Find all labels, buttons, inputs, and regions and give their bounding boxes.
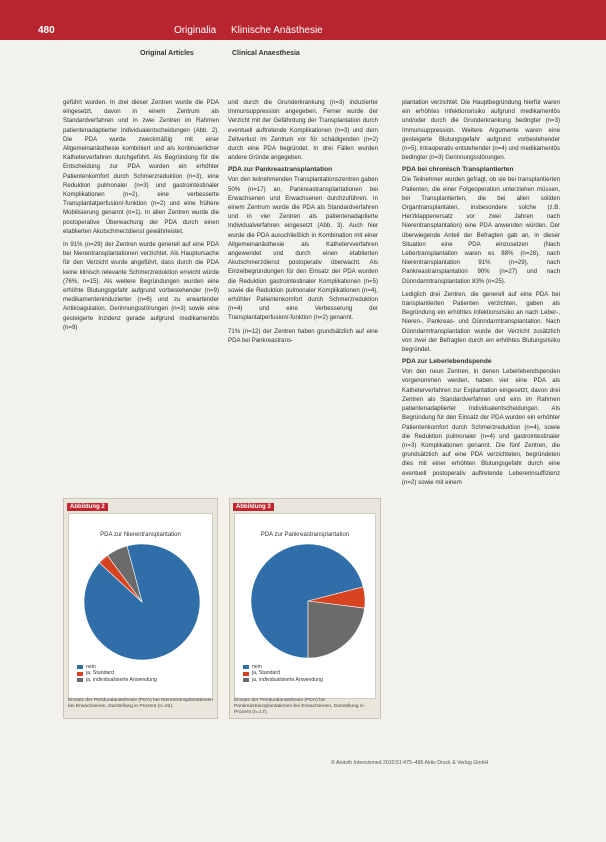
figure-title: PDA zur Nierentransplantation: [100, 532, 181, 538]
section-heading: PDA zur Leberlebendspende: [402, 358, 492, 366]
paragraph: plantation verzichtet. Die Hauptbegründung hierfür waren ein erhöhtes Infektionsrisiko aufgrund medikamentös und/oder durch die Grunderkrankung bedingter (n=3) Immunsuppression. Weitere Argumente waren eine gesteigerte Blutungsgefahr aufgrund vorbestehender (n=5), intraoperativ entstehender (n=4) und medikamentös bedingter (n=3) Gerinnungsstörungen.: [402, 99, 560, 162]
pie-chart-pancreas: [249, 542, 367, 660]
figure-tag: Abbildung 3: [233, 503, 274, 511]
paragraph: Von den teilnehmenden Transplantationszentren gaben 50% (n=17) an, Pankreastransplantationen bei Erwachsenen und Erwachsenen durchzuführen. In einem Zentrum wurde die PDA als Standardverfahren und in vier Zentren als patientenadaptierte Individualverfahren eingesetzt (Abb. 3). Auch hier wurde die PDA ausschließlich in Kombination mit einer Allgemeinanästhesie als Kathetervverfahren angewendet und durch einen etablierten Akutschmerzdienst postoperativ überwacht. Als Einzelbegründungen für den Einsatz der PDA wurden die Reduktion gastrointestinaler Komplikationen (n=5) sowie die Reduktion pulmonaler Komplikationen (n=4), erhöhter Patientenkomfort durch Schmerzreduktion (n=4) und eine Verbesserung der Transplantatperfusion/-funktion (n=2) genannt.: [228, 176, 378, 322]
figure-kidney: [63, 498, 218, 719]
section-heading: PDA bei chronisch Transplantierten: [402, 166, 514, 174]
subheader-right: Clinical Anaesthesia: [232, 50, 300, 57]
figure-title: PDA zur Pankreastransplantation: [260, 532, 350, 538]
header-topic: Klinische Anästhesie: [231, 25, 323, 36]
page-footer: © Anästh Intensivmed 2010;51:475–485 Aktiv Druck & Verlag GmbH: [331, 760, 489, 766]
legend-swatch-standard: [77, 672, 83, 676]
legend-item: ja, individualisierte Anwendung: [77, 677, 157, 683]
pie-chart-kidney: [82, 542, 202, 662]
figure-pancreas: [229, 498, 381, 719]
subheader-left: Original Articles: [140, 50, 194, 57]
chart-legend: [77, 664, 157, 683]
text-column-3: [402, 98, 560, 491]
legend-swatch-individual: [77, 678, 83, 682]
chart-area: [68, 513, 213, 699]
legend-item: nein: [77, 664, 157, 670]
paragraph: Von den neun Zentren, in denen Leberlebendspenden vorgenommen werden, haben vier eine PDA als Katheterverfahren zur Explantation eingesetzt, davon drei Zentren als Standardverfahren und eins im Rahmen patientenadaptierter Individualentscheidungen. Als Begründung für den Einsatz der PDA wurden ein erhöhter Patientenkomfort durch Schmerzreduktion (n=4), sowie die Reduktion pulmonaler (n=4) und gastrointestinaler (n=3) Komplikationen genannt. Die fünf Zentren, die grundsätzlich auf eine PDA verzichteten, begründeten dies mit einer erhöhten Blutungsgefahr durch eine eventuell postoperativ auftretende Lebererinsuffizienz (n=2) sowie mit einem: [402, 368, 560, 486]
chart-legend: [243, 664, 323, 683]
section-heading: PDA zur Pankreastransplantation: [228, 166, 333, 174]
figure-caption: Einsatz der Periduralanästhesie (PDA) bei Nierentransplantationen bei Erwachsenen, Darstellung in Prozent (n=32).: [68, 698, 213, 709]
paragraph: und durch die Grunderkrankung (n=3) induzierter Immunsuppression angegeben. Ferner wurde der Verzicht mit der Gefährdung der Transplantation durch eventuell auftretende Komplikationen (n=3) und dem Zeitverlust im Zentrum vor für schädigenden (n=2) durch eine PDA begründet. In drei Fällen wurden andere Gründe angegeben.: [228, 99, 378, 162]
paragraph: 71% (n=12) der Zentren haben grundsätzlich auf eine PDA bei Pankreastrans-: [228, 327, 378, 344]
paragraph: Die Teilnehmer wurden gefragt, ob sie bei transplantierten Patienten, die einer Folgeoperation unterziehen müssen, bei Transplantierten, die bei allen soliden Organtransplantaten, insbesondere solche (z.B. Herzklappenersatz vor zwei Jahren nach Nierentransplantation) eine PDA anwenden würden. Der überwiegende Anteil der Befragten gab an, in dieser Situation eine PDA einzusetzen (Nach Lebertransplantation waren es 88% (n=28), nach Nierentransplantation 91% (n=29), nach Pankreastransplantation 90% (n=27) und nach Dünndarmtransplantation 83% (n=25).: [402, 176, 560, 285]
figure-caption: Einsatz der Periduralanästhesie (PDA) bei Pankreastransplantationen bei Erwachsenen, Darstellung in Prozent (n=17).: [234, 698, 364, 715]
legend-item: ja, individualisierte Anwendung: [243, 677, 323, 683]
chart-area: [234, 513, 376, 699]
text-column-2: [228, 98, 378, 349]
legend-item: ja, Standard: [243, 670, 323, 676]
legend-swatch-individual: [243, 678, 249, 682]
paragraph: Lediglich drei Zentren, die generell auf eine PDA bei transplantierten Patienten verzichten, gaben als Begründung ein erhöhtes Infektionsrisiko an nach Leber-, Nieren-, Pankreas- und Dünndarmtransplantation. Nach Dünndarmtransplantation wurde der Verzicht zusätzlich von zwei der Befragten durch ein erhöhtes Blutungsrisiko begründet.: [402, 290, 560, 354]
legend-swatch-nein: [77, 665, 83, 669]
page-number: 480: [38, 25, 55, 36]
header-rubric: Originalia: [174, 25, 217, 36]
pie-slice-individual: [308, 601, 365, 658]
text-column-1: [63, 98, 219, 336]
figure-tag: Abbildung 2: [67, 503, 108, 511]
legend-swatch-standard: [243, 672, 249, 676]
legend-swatch-nein: [243, 665, 249, 669]
paragraph: geführt wurden. In drei dieser Zentren wurde die PDA eingesetzt, davon in einem Zentrum als Standardverfahren und in zwei Zentren im Rahmen patientenadaptierter Individualentscheidungen (Abb. 2). Die PDA wurde zweckmäßig mit einer Allgemeinanästhesie kombiniert und als kontinuierlicher Katheterverfahren durchgeführt. Als Begründung für die Entscheidung zur PDA wurden ein erhöhter Patientenkomfort durch Schmerzreduktion (n=3), eine Reduktion pulmonaler (n=3) und gastrointestinaler Komplikationen (n=2), eine verbesserte Transplantatperfusion/-funktion (n=2) und eine frühere Mobilisierung genannt (n=1). In allen Zentren wurde die postoperative Überwachung der PDA durch einen etablierten Akutschmerzdienst gewährleistet.: [63, 99, 219, 235]
legend-item: ja, Standard: [77, 670, 157, 676]
legend-item: nein: [243, 664, 323, 670]
paragraph: In 91% (n=29) der Zentren wurde generell auf eine PDA bei Nierentransplantationen verzichtet. Als Hauptursache für den Verzicht wurde angeführt, dass durch die PDA keine klinisch relevante Schmerzreduktion erreicht würde (76%, n=15). Als weitere Begründungen wurden eine erhöhte Blutungsgefahr aufgrund vorbestehender (n=9) medikamenteninduzierter (n=6) und zu erwartender Antikoagulation, Gerinnungsstörungen (n=3) sowie eine gesteigerte Inzidenz gerade aufgrund medikamentös (n=9): [63, 241, 219, 331]
